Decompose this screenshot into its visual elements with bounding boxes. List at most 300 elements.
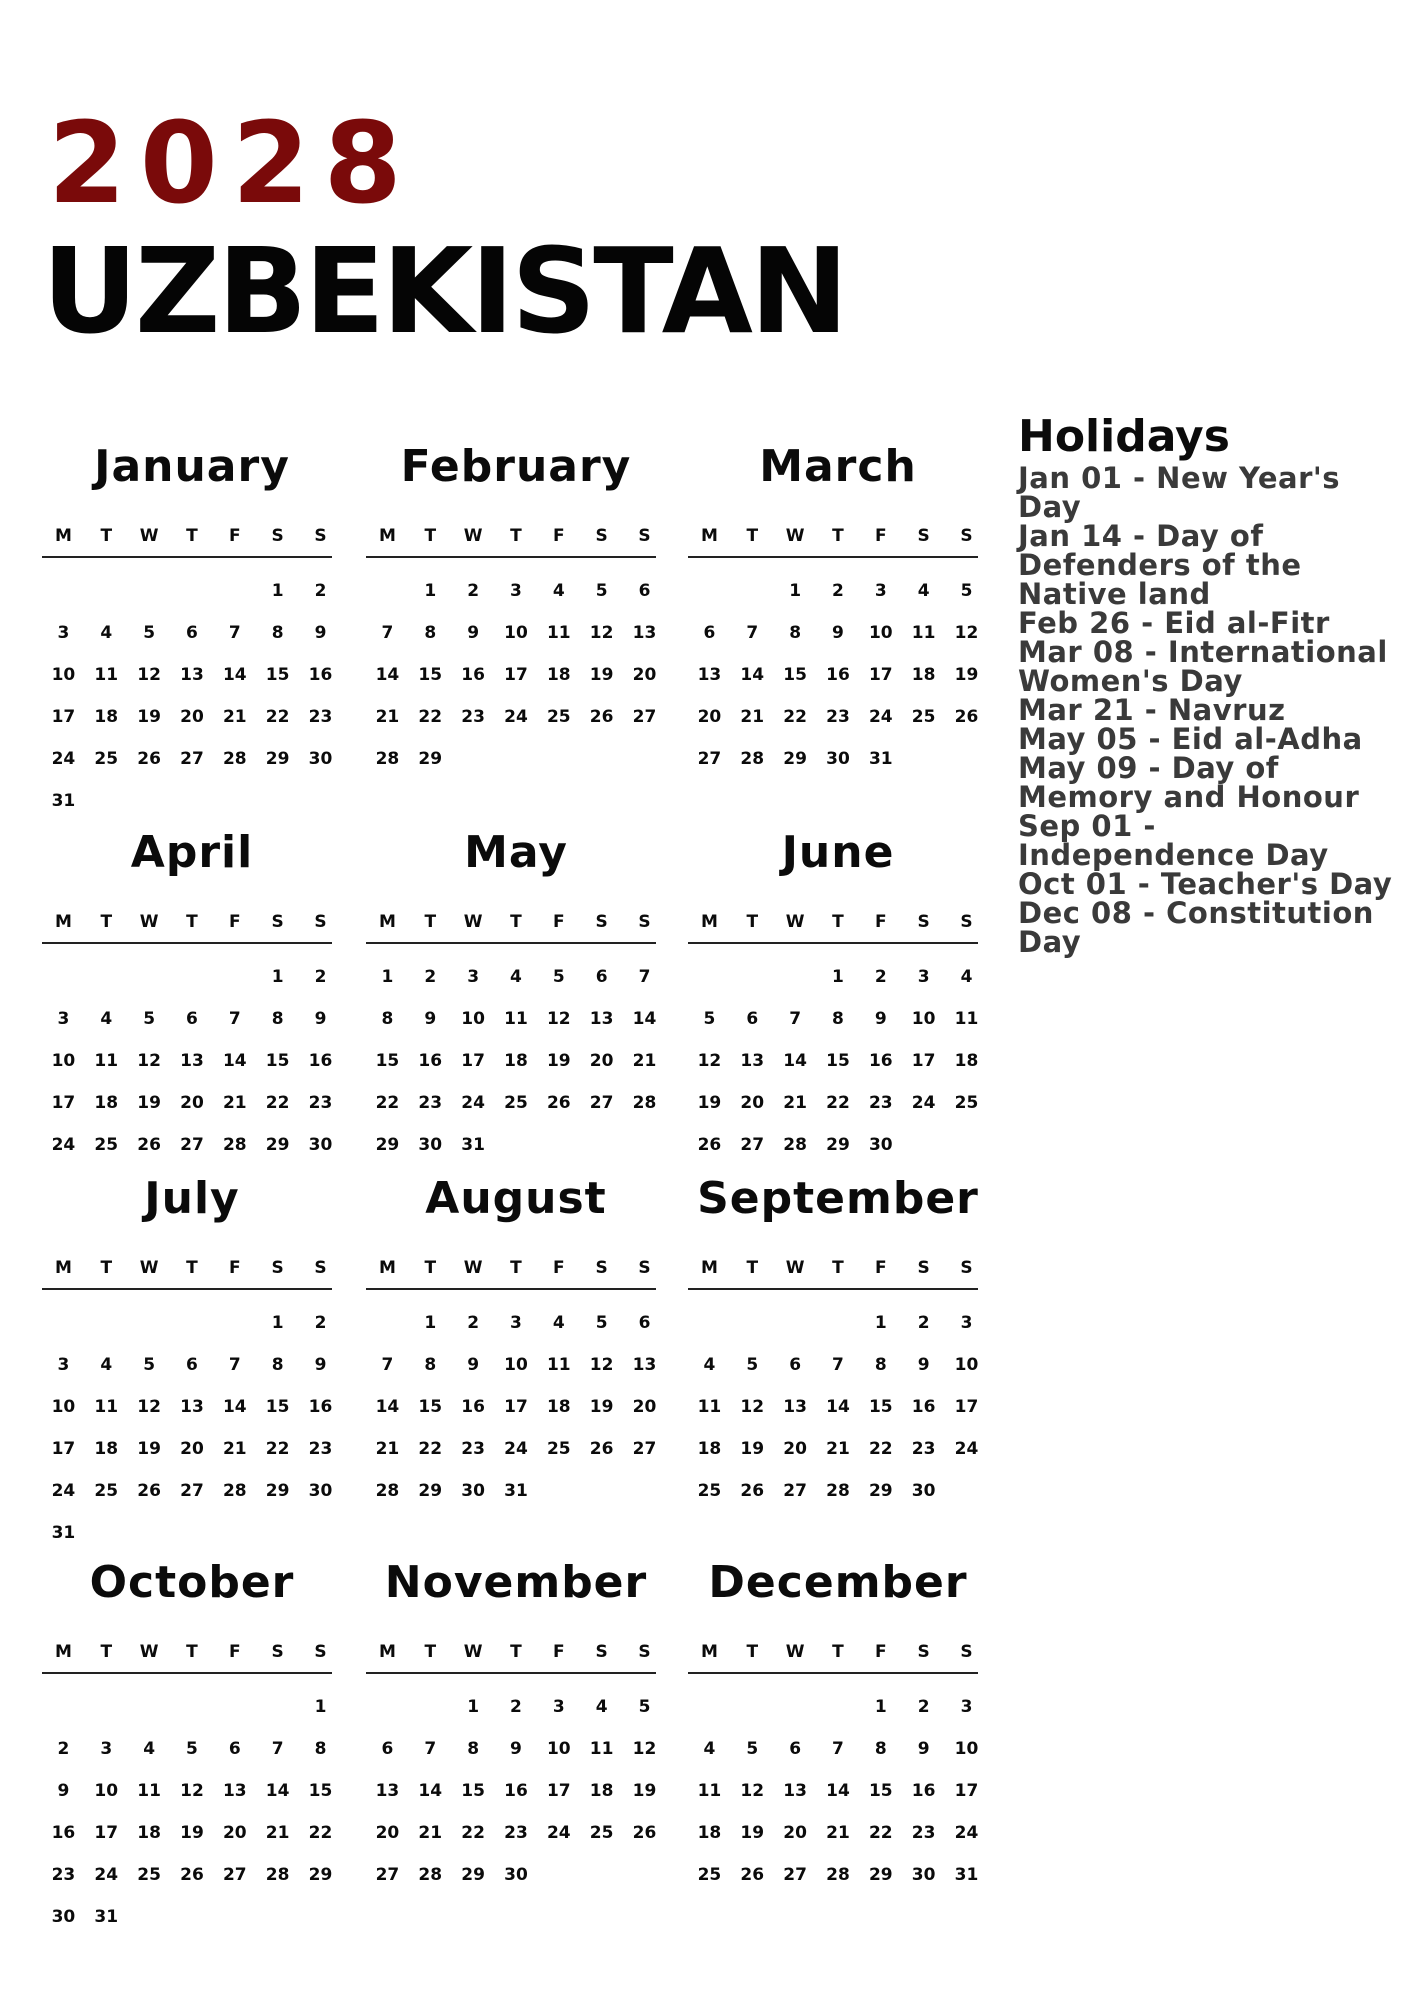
day-cell: 24 (546, 1823, 571, 1843)
day-cell: 18 (94, 1439, 119, 1459)
day-cell: 9 (314, 623, 327, 643)
weekday-label: W (139, 912, 159, 932)
holidays-panel (1018, 412, 1398, 957)
day-cell: 4 (703, 1739, 716, 1759)
day-cell: 17 (94, 1823, 119, 1843)
day-cell: 23 (51, 1865, 76, 1885)
day-cell: 22 (418, 707, 443, 727)
weekday-label: S (271, 912, 284, 932)
day-cell: 29 (868, 1481, 893, 1501)
empty-cell (817, 1686, 860, 1728)
day-cell: 14 (826, 1397, 850, 1417)
day-cell: 10 (868, 623, 893, 643)
country-title: UZBEKISTAN (42, 222, 846, 360)
empty-cell (731, 956, 774, 998)
header-divider (366, 556, 656, 558)
day-cell: 25 (697, 1865, 722, 1885)
weekday-label: W (785, 1642, 805, 1662)
weekday-label: W (785, 1258, 805, 1278)
day-cell: 25 (546, 1439, 571, 1459)
day-cell: 26 (740, 1865, 765, 1885)
weekday-label: S (595, 912, 608, 932)
day-cell: 11 (546, 1355, 571, 1375)
empty-cell (213, 1302, 256, 1344)
day-cell: 25 (546, 707, 571, 727)
day-cell: 1 (424, 1313, 437, 1333)
day-cell: 2 (424, 967, 437, 987)
day-cell: 13 (180, 1397, 204, 1417)
day-cell: 27 (180, 1135, 204, 1155)
day-cell: 2 (57, 1739, 70, 1759)
day-cell: 7 (271, 1739, 284, 1759)
day-cell: 27 (697, 749, 722, 769)
holiday-item: Mar 08 - International Women's Day (1018, 635, 1388, 698)
day-cell: 11 (94, 1051, 119, 1071)
day-cell: 25 (589, 1823, 614, 1843)
day-cell: 7 (424, 1739, 437, 1759)
header-divider (42, 1288, 332, 1290)
day-cell: 16 (868, 1051, 893, 1071)
day-cell: 19 (740, 1823, 765, 1843)
empty-cell (731, 1686, 774, 1728)
weekday-label: T (100, 526, 113, 546)
day-cell: 19 (740, 1439, 765, 1459)
day-cell: 21 (375, 707, 400, 727)
day-cell: 23 (911, 1823, 936, 1843)
weekday-label: S (917, 1642, 930, 1662)
weekday-label: S (638, 912, 651, 932)
day-cell: 4 (595, 1697, 608, 1717)
weekday-label: T (424, 1642, 437, 1662)
weekday-label: M (54, 526, 72, 546)
day-cell: 13 (783, 1397, 807, 1417)
empty-cell (42, 1686, 85, 1728)
day-cell: 7 (638, 967, 651, 987)
day-cell: 1 (832, 967, 844, 987)
day-cell: 15 (783, 665, 807, 685)
day-cell: 31 (868, 749, 893, 769)
day-cell: 11 (137, 1781, 161, 1801)
day-cell: 16 (504, 1781, 528, 1801)
day-cell: 3 (917, 967, 930, 987)
day-cell: 3 (510, 581, 522, 601)
weekday-label: T (746, 1642, 759, 1662)
weekday-label: T (510, 912, 522, 932)
day-cell: 22 (308, 1823, 333, 1843)
day-cell: 31 (461, 1135, 485, 1155)
empty-cell (42, 956, 85, 998)
holiday-item: Mar 21 - Navruz (1018, 693, 1286, 727)
day-cell: 6 (186, 1009, 198, 1029)
day-cell: 14 (418, 1781, 443, 1801)
weekday-label: M (54, 1258, 72, 1278)
weekday-label: S (314, 912, 327, 932)
month-name: February (400, 441, 632, 492)
weekday-label: T (424, 1258, 437, 1278)
empty-cell (731, 570, 774, 612)
day-cell: 18 (954, 1051, 979, 1071)
empty-cell (409, 1686, 452, 1728)
weekday-label: T (510, 1258, 522, 1278)
day-cell: 15 (265, 1051, 290, 1071)
header-divider (688, 556, 978, 558)
day-cell: 18 (589, 1781, 614, 1801)
day-cell: 13 (740, 1051, 765, 1071)
day-cell: 10 (911, 1009, 936, 1029)
weekday-label: S (917, 1258, 930, 1278)
weekday-label: S (271, 526, 284, 546)
day-cell: 14 (740, 665, 765, 685)
weekday-label: S (638, 526, 651, 546)
day-cell: 23 (461, 707, 485, 727)
day-cell: 26 (180, 1865, 204, 1885)
day-cell: 1 (874, 1313, 887, 1333)
day-cell: 28 (375, 749, 400, 769)
empty-cell (171, 1686, 214, 1728)
day-cell: 30 (911, 1865, 936, 1885)
day-cell: 22 (826, 1093, 850, 1113)
day-cell: 27 (180, 749, 204, 769)
day-cell: 2 (917, 1697, 930, 1717)
day-cell: 13 (222, 1781, 247, 1801)
day-cell: 23 (826, 707, 850, 727)
day-cell: 4 (100, 1355, 113, 1375)
day-cell: 1 (271, 1313, 284, 1333)
month-name: October (89, 1557, 295, 1608)
day-cell: 5 (595, 1313, 608, 1333)
header-divider (688, 1288, 978, 1290)
day-cell: 20 (180, 707, 204, 727)
empty-cell (128, 570, 171, 612)
day-cell: 17 (911, 1051, 936, 1071)
day-cell: 7 (228, 1009, 241, 1029)
weekday-label: T (186, 526, 198, 546)
day-cell: 24 (954, 1823, 979, 1843)
header-divider (42, 1672, 332, 1674)
day-cell: 2 (832, 581, 844, 601)
day-cell: 12 (546, 1009, 571, 1029)
day-cell: 3 (467, 967, 480, 987)
day-cell: 26 (137, 1135, 161, 1155)
day-cell: 23 (868, 1093, 893, 1113)
day-cell: 2 (467, 581, 480, 601)
day-cell: 4 (552, 1313, 565, 1333)
holiday-item: May 09 - Day of Memory and Honour (1018, 751, 1360, 814)
weekday-label: T (100, 1642, 113, 1662)
day-cell: 19 (137, 1439, 161, 1459)
weekday-label: F (874, 1258, 887, 1278)
day-cell: 8 (874, 1739, 887, 1759)
day-cell: 16 (308, 1051, 333, 1071)
empty-cell (213, 956, 256, 998)
weekday-header (366, 522, 666, 550)
weekday-header (688, 908, 988, 936)
day-cell: 8 (271, 1355, 284, 1375)
holiday-item: Sep 01 - Independence Day (1018, 809, 1329, 872)
day-cell: 5 (143, 1009, 156, 1029)
day-cell: 1 (271, 967, 284, 987)
day-cell: 2 (917, 1313, 930, 1333)
day-cell: 8 (314, 1739, 327, 1759)
weekday-label: S (595, 526, 608, 546)
day-cell: 23 (418, 1093, 443, 1113)
day-cell: 5 (703, 1009, 716, 1029)
day-cell: 22 (868, 1823, 893, 1843)
day-cell: 12 (137, 665, 161, 685)
empty-cell (42, 570, 85, 612)
day-cell: 12 (137, 1051, 161, 1071)
day-cell: 17 (51, 707, 76, 727)
day-cell: 10 (954, 1739, 979, 1759)
day-cell: 3 (960, 1697, 973, 1717)
day-cell: 26 (740, 1481, 765, 1501)
day-cell: 13 (375, 1781, 400, 1801)
day-grid (688, 1686, 988, 1896)
weekday-label: S (271, 1258, 284, 1278)
weekday-label: T (424, 912, 437, 932)
day-cell: 31 (51, 791, 76, 811)
empty-cell (688, 570, 731, 612)
day-cell: 6 (228, 1739, 241, 1759)
day-cell: 1 (314, 1697, 327, 1717)
year-title: 2028 (48, 99, 416, 229)
day-cell: 16 (461, 1397, 485, 1417)
empty-cell (688, 1686, 731, 1728)
day-cell: 22 (461, 1823, 485, 1843)
day-cell: 29 (826, 1135, 850, 1155)
empty-cell (774, 1686, 817, 1728)
day-cell: 13 (697, 665, 722, 685)
day-cell: 25 (504, 1093, 528, 1113)
day-cell: 7 (789, 1009, 802, 1029)
day-cell: 26 (546, 1093, 571, 1113)
day-cell: 23 (461, 1439, 485, 1459)
day-cell: 11 (697, 1397, 722, 1417)
day-cell: 9 (510, 1739, 522, 1759)
holiday-item: Feb 26 - Eid al-Fitr (1018, 606, 1330, 640)
day-cell: 18 (697, 1823, 722, 1843)
weekday-label: T (746, 526, 759, 546)
day-cell: 30 (504, 1865, 528, 1885)
day-cell: 12 (180, 1781, 204, 1801)
weekday-header (688, 1638, 988, 1666)
day-cell: 29 (418, 1481, 443, 1501)
weekday-header (366, 1638, 666, 1666)
day-cell: 19 (180, 1823, 204, 1843)
day-cell: 7 (832, 1355, 844, 1375)
weekday-label: W (139, 526, 159, 546)
day-cell: 17 (51, 1439, 76, 1459)
day-cell: 14 (222, 665, 247, 685)
day-cell: 4 (100, 623, 113, 643)
day-cell: 31 (51, 1523, 76, 1543)
day-cell: 9 (917, 1355, 930, 1375)
day-cell: 10 (954, 1355, 979, 1375)
day-cell: 20 (783, 1439, 807, 1459)
day-cell: 7 (746, 623, 759, 643)
day-cell: 3 (960, 1313, 973, 1333)
day-cell: 2 (510, 1697, 522, 1717)
day-cell: 9 (424, 1009, 437, 1029)
day-cell: 5 (143, 1355, 156, 1375)
day-cell: 8 (424, 1355, 437, 1375)
day-cell: 3 (57, 1355, 70, 1375)
day-cell: 31 (954, 1865, 979, 1885)
weekday-label: S (595, 1258, 608, 1278)
day-cell: 19 (697, 1093, 722, 1113)
day-cell: 10 (51, 1051, 76, 1071)
day-cell: 31 (504, 1481, 528, 1501)
header-divider (42, 556, 332, 558)
day-cell: 16 (418, 1051, 443, 1071)
day-cell: 23 (504, 1823, 528, 1843)
day-cell: 5 (143, 623, 156, 643)
day-cell: 6 (638, 1313, 651, 1333)
day-cell: 20 (589, 1051, 614, 1071)
day-cell: 27 (632, 707, 657, 727)
day-cell: 8 (271, 1009, 284, 1029)
day-cell: 30 (418, 1135, 443, 1155)
day-cell: 11 (94, 1397, 119, 1417)
weekday-label: S (271, 1642, 284, 1662)
weekday-label: S (314, 1642, 327, 1662)
day-cell: 25 (94, 749, 119, 769)
day-cell: 30 (51, 1907, 76, 1927)
weekday-label: M (54, 912, 72, 932)
day-cell: 7 (832, 1739, 844, 1759)
empty-cell (128, 956, 171, 998)
day-cell: 13 (632, 623, 657, 643)
day-cell: 25 (911, 707, 936, 727)
day-cell: 23 (911, 1439, 936, 1459)
day-grid (42, 1302, 342, 1554)
day-cell: 17 (954, 1781, 979, 1801)
day-cell: 29 (783, 749, 807, 769)
day-cell: 8 (271, 623, 284, 643)
day-cell: 3 (552, 1697, 565, 1717)
header-divider (366, 1672, 656, 1674)
day-cell: 9 (467, 1355, 480, 1375)
day-cell: 16 (51, 1823, 76, 1843)
weekday-label: T (510, 1642, 522, 1662)
day-cell: 26 (589, 707, 614, 727)
weekday-label: S (960, 1642, 973, 1662)
day-cell: 13 (783, 1781, 807, 1801)
holiday-item: Jan 01 - New Year's Day (1018, 461, 1341, 524)
day-cell: 6 (789, 1739, 802, 1759)
day-cell: 1 (789, 581, 802, 601)
empty-cell (366, 1302, 409, 1344)
day-cell: 13 (632, 1355, 657, 1375)
day-cell: 3 (57, 623, 70, 643)
day-cell: 12 (589, 1355, 614, 1375)
day-cell: 21 (222, 707, 247, 727)
day-cell: 15 (265, 665, 290, 685)
day-cell: 14 (265, 1781, 290, 1801)
weekday-label: M (378, 912, 396, 932)
day-cell: 28 (783, 1135, 807, 1155)
empty-cell (85, 1686, 128, 1728)
empty-cell (85, 570, 128, 612)
weekday-label: S (960, 1258, 973, 1278)
day-cell: 11 (94, 665, 119, 685)
day-cell: 25 (697, 1481, 722, 1501)
holiday-item: Oct 01 - Teacher's Day (1018, 867, 1393, 901)
weekday-label: F (874, 1642, 887, 1662)
month-name: May (464, 827, 568, 878)
day-cell: 6 (703, 623, 716, 643)
holidays-title: Holidays (1018, 411, 1230, 462)
month-name: June (781, 827, 895, 878)
day-cell: 21 (826, 1439, 850, 1459)
day-cell: 31 (94, 1907, 119, 1927)
day-grid (688, 1302, 988, 1512)
holiday-item: Dec 08 - Constitution Day (1018, 896, 1374, 959)
weekday-label: T (832, 1258, 844, 1278)
weekday-label: W (463, 526, 483, 546)
day-grid (688, 570, 988, 780)
day-cell: 19 (137, 1093, 161, 1113)
day-cell: 3 (874, 581, 887, 601)
day-cell: 17 (51, 1093, 76, 1113)
day-cell: 11 (504, 1009, 528, 1029)
day-cell: 11 (911, 623, 936, 643)
weekday-label: S (960, 526, 973, 546)
weekday-header (366, 908, 666, 936)
weekday-label: M (54, 1642, 72, 1662)
day-cell: 15 (418, 1397, 443, 1417)
day-cell: 12 (740, 1781, 765, 1801)
day-cell: 8 (467, 1739, 480, 1759)
day-cell: 15 (826, 1051, 850, 1071)
day-cell: 4 (100, 1009, 113, 1029)
weekday-label: M (700, 1258, 718, 1278)
empty-cell (731, 1302, 774, 1344)
weekday-label: S (638, 1642, 651, 1662)
day-cell: 21 (418, 1823, 443, 1843)
day-cell: 28 (222, 1481, 247, 1501)
day-cell: 18 (697, 1439, 722, 1459)
day-cell: 9 (917, 1739, 930, 1759)
empty-cell (366, 1686, 409, 1728)
day-cell: 8 (381, 1009, 394, 1029)
weekday-label: M (700, 526, 718, 546)
empty-cell (171, 570, 214, 612)
day-cell: 23 (308, 1439, 333, 1459)
header-divider (366, 942, 656, 944)
day-cell: 11 (954, 1009, 979, 1029)
day-cell: 19 (589, 1397, 614, 1417)
day-cell: 30 (308, 1481, 333, 1501)
day-cell: 8 (832, 1009, 844, 1029)
empty-cell (774, 1302, 817, 1344)
day-cell: 20 (697, 707, 722, 727)
day-cell: 2 (467, 1313, 480, 1333)
weekday-label: M (378, 526, 396, 546)
day-cell: 22 (265, 707, 290, 727)
day-cell: 16 (461, 665, 485, 685)
day-cell: 17 (504, 1397, 528, 1417)
day-cell: 1 (467, 1697, 480, 1717)
empty-cell (256, 1686, 299, 1728)
day-cell: 24 (51, 749, 76, 769)
weekday-label: F (228, 1642, 241, 1662)
day-cell: 8 (874, 1355, 887, 1375)
day-cell: 4 (510, 967, 522, 987)
day-cell: 28 (222, 1135, 247, 1155)
day-cell: 21 (265, 1823, 290, 1843)
day-cell: 12 (697, 1051, 722, 1071)
